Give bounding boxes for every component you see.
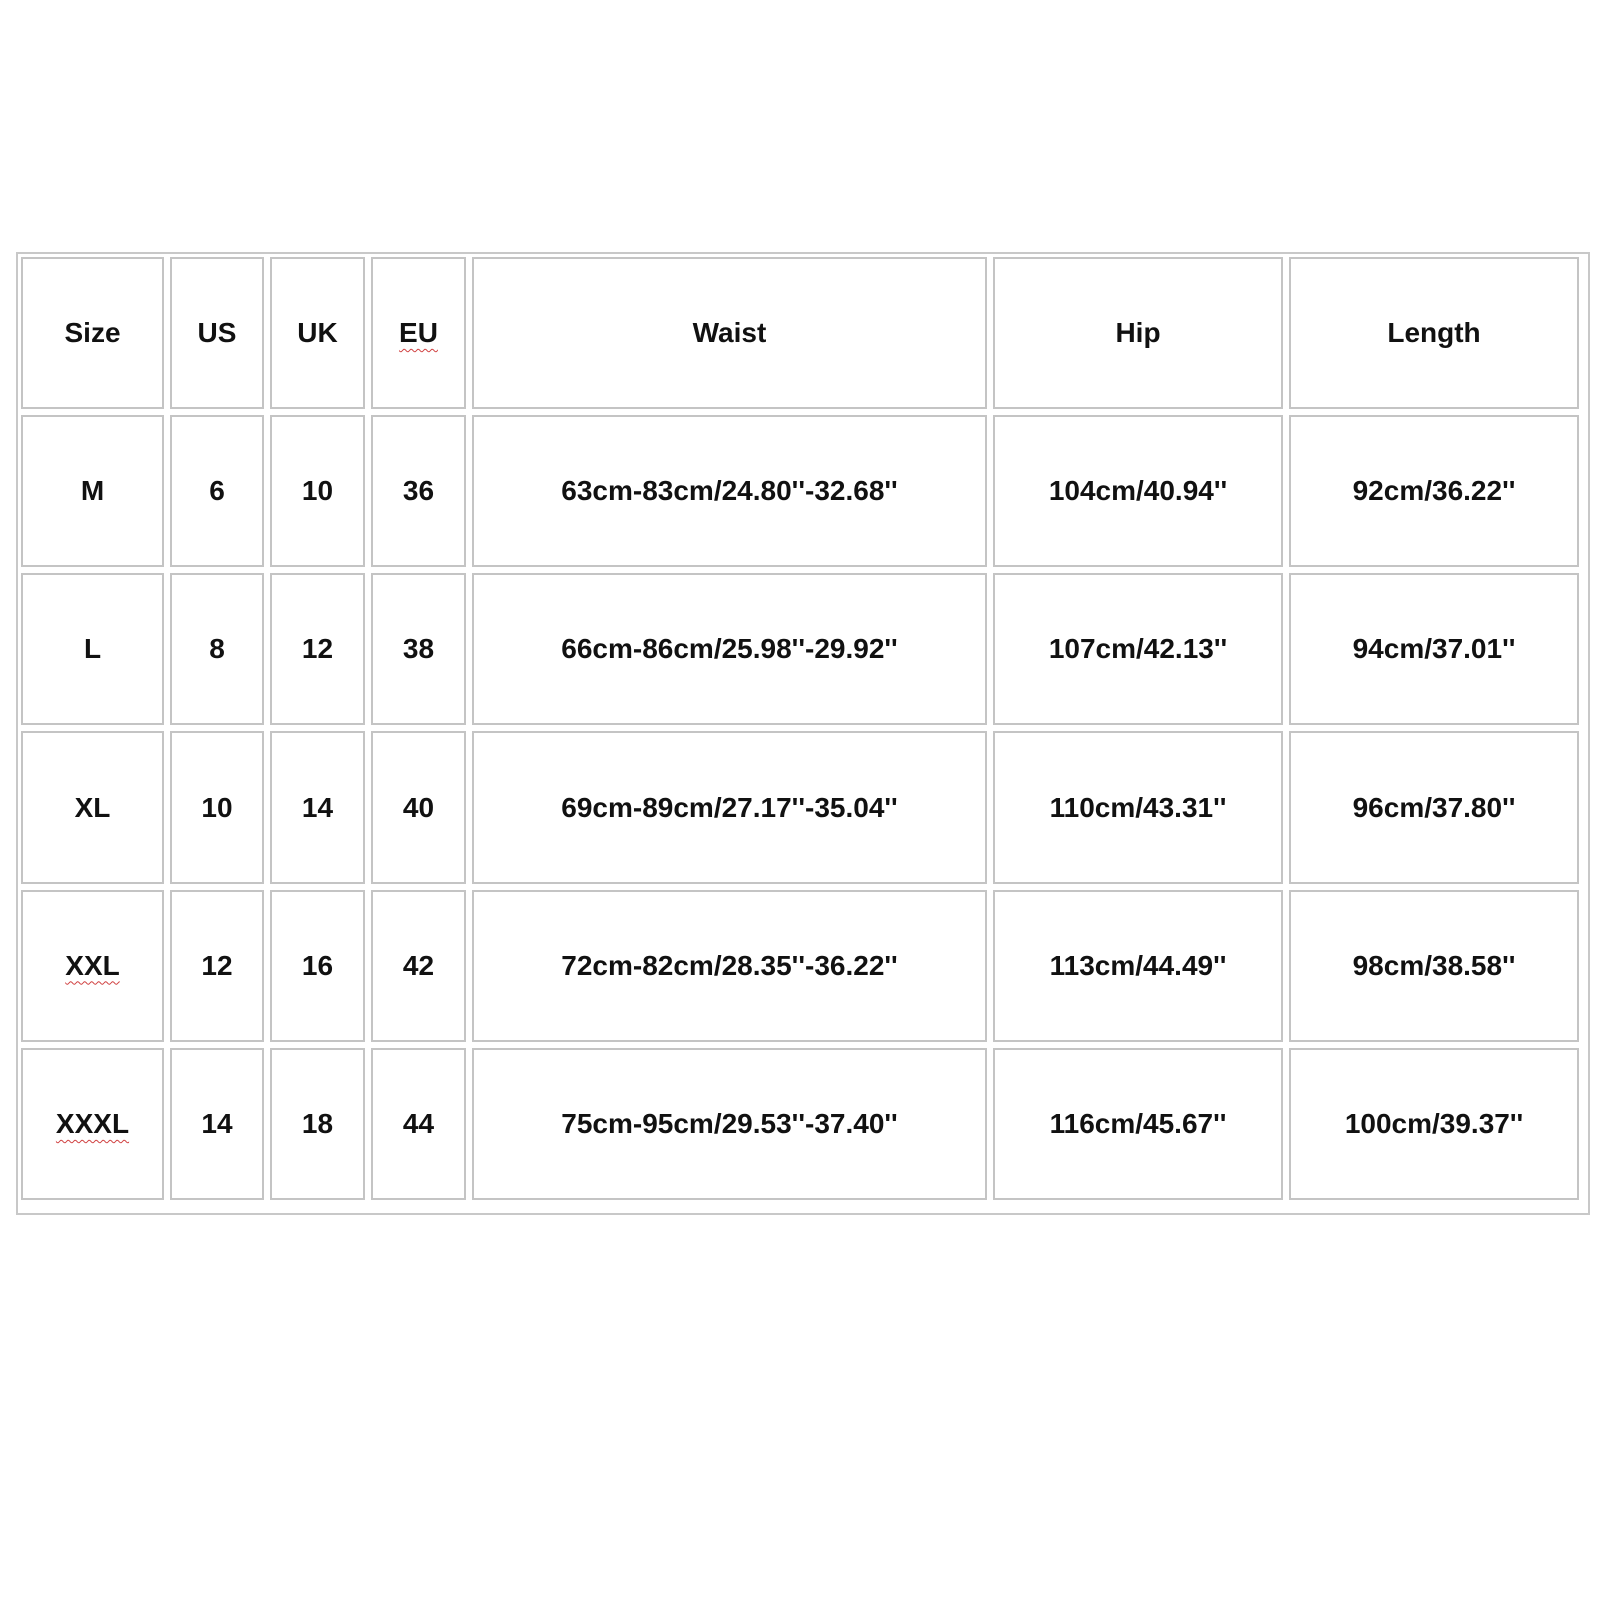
table-row: [21, 415, 1579, 567]
table-row: [21, 731, 1579, 883]
cell-waist: 66cm-86cm/25.98''-29.92'': [472, 573, 987, 725]
cell-size: XL: [21, 731, 164, 883]
cell-waist: 72cm-82cm/28.35''-36.22'': [472, 890, 987, 1042]
cell-hip: 113cm/44.49'': [993, 890, 1283, 1042]
header-row: [21, 257, 1579, 409]
header-hip: Hip: [993, 257, 1283, 409]
cell-length: 100cm/39.37'': [1289, 1048, 1579, 1200]
header-size: Size: [21, 257, 164, 409]
cell-hip: 110cm/43.31'': [993, 731, 1283, 883]
cell-us: 6: [170, 415, 264, 567]
cell-eu: 40: [371, 731, 466, 883]
cell-waist: 75cm-95cm/29.53''-37.40'': [472, 1048, 987, 1200]
cell-length: 96cm/37.80'': [1289, 731, 1579, 883]
cell-size: XXL: [21, 890, 164, 1042]
cell-hip: 116cm/45.67'': [993, 1048, 1283, 1200]
size-table: [15, 251, 1585, 1206]
table-row: [21, 1048, 1579, 1200]
table-row: [21, 573, 1579, 725]
cell-us: 12: [170, 890, 264, 1042]
header-eu: EU: [371, 257, 466, 409]
cell-uk: 16: [270, 890, 365, 1042]
cell-us: 10: [170, 731, 264, 883]
cell-eu: 36: [371, 415, 466, 567]
cell-uk: 12: [270, 573, 365, 725]
cell-hip: 104cm/40.94'': [993, 415, 1283, 567]
cell-eu: 38: [371, 573, 466, 725]
cell-uk: 14: [270, 731, 365, 883]
cell-uk: 18: [270, 1048, 365, 1200]
cell-length: 92cm/36.22'': [1289, 415, 1579, 567]
header-uk: UK: [270, 257, 365, 409]
cell-uk: 10: [270, 415, 365, 567]
cell-eu: 44: [371, 1048, 466, 1200]
cell-size: XXXL: [21, 1048, 164, 1200]
cell-size: M: [21, 415, 164, 567]
header-us: US: [170, 257, 264, 409]
cell-length: 98cm/38.58'': [1289, 890, 1579, 1042]
header-waist: Waist: [472, 257, 987, 409]
cell-length: 94cm/37.01'': [1289, 573, 1579, 725]
cell-size: L: [21, 573, 164, 725]
size-chart: [16, 252, 1590, 1215]
header-length: Length: [1289, 257, 1579, 409]
cell-waist: 69cm-89cm/27.17''-35.04'': [472, 731, 987, 883]
cell-us: 8: [170, 573, 264, 725]
cell-hip: 107cm/42.13'': [993, 573, 1283, 725]
cell-eu: 42: [371, 890, 466, 1042]
cell-waist: 63cm-83cm/24.80''-32.68'': [472, 415, 987, 567]
cell-us: 14: [170, 1048, 264, 1200]
table-row: [21, 890, 1579, 1042]
